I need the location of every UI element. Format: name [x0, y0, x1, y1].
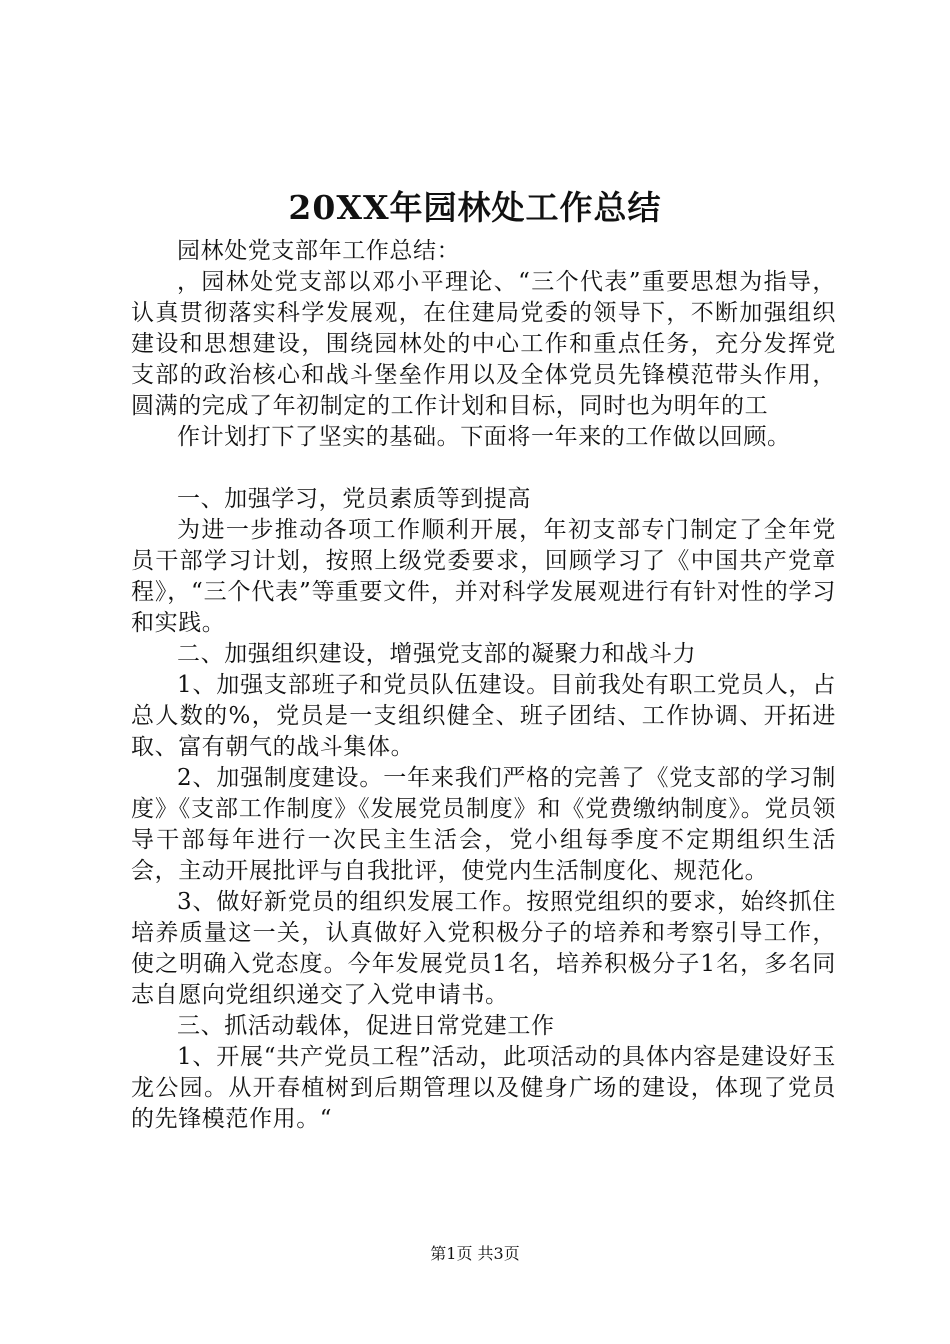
page-number-footer: 第1页 共3页	[430, 1244, 520, 1263]
document-title: 20XX年园林处工作总结	[288, 188, 662, 227]
section-heading-3: 三、抓活动载体，促进日常党建工作	[177, 1013, 555, 1039]
paragraph-study: 为进一步推动各项工作顺利开展，年初支部专门制定了全年党员干部学习计划，按照上级党委要求，回顾学习了《中国共产党章程》，“三个代表”等重要文件，并对科学发展观进行有针对性的学习和实践。	[131, 517, 836, 636]
section-heading-2: 二、加强组织建设，增强党支部的凝聚力和战斗力	[177, 641, 697, 667]
paragraph-overview-continued: 作计划打下了坚实的基础。下面将一年来的工作做以回顾。	[177, 424, 791, 450]
paragraph-intro: 园林处党支部年工作总结：	[177, 238, 461, 264]
paragraph-system-building: 2、加强制度建设。一年来我们严格的完善了《党支部的学习制度》《支部工作制度》《发展党员制度》和《党费缴纳制度》。党员领导干部每年进行一次民主生活会，党小组每季度不定期组织生活会，主动开展批评与自我批评，使党内生活制度化、规范化。	[131, 765, 836, 884]
document-body	[131, 236, 836, 1135]
paragraph-activity: 1、开展“共产党员工程”活动，此项活动的具体内容是建设好玉龙公园。从开春植树到后期管理以及健身广场的建设，体现了党员的先锋模范作用。“	[131, 1044, 836, 1132]
section-heading-1: 一、加强学习，党员素质等到提高	[177, 486, 531, 512]
paragraph-new-members: 3、做好新党员的组织发展工作。按照党组织的要求，始终抓住培养质量这一关，认真做好入党积极分子的培养和考察引导工作，使之明确入党态度。今年发展党员1名，培养积极分子1名，多名同志自愿向党组织递交了入党申请书。	[131, 889, 836, 1008]
paragraph-team-building: 1、加强支部班子和党员队伍建设。目前我处有职工党员人，占总人数的%，党员是一支组织健全、班子团结、工作协调、开拓进取、富有朝气的战斗集体。	[131, 672, 836, 760]
paragraph-overview: ，园林处党支部以邓小平理论、“三个代表”重要思想为指导，认真贯彻落实科学发展观，在住建局党委的领导下，不断加强组织建设和思想建设，围绕园林处的中心工作和重点任务，充分发挥党支部的政治核心和战斗堡垒作用以及全体党员先锋模范带头作用，圆满的完成了年初制定的工作计划和目标，同时也为明年的工	[131, 269, 836, 419]
